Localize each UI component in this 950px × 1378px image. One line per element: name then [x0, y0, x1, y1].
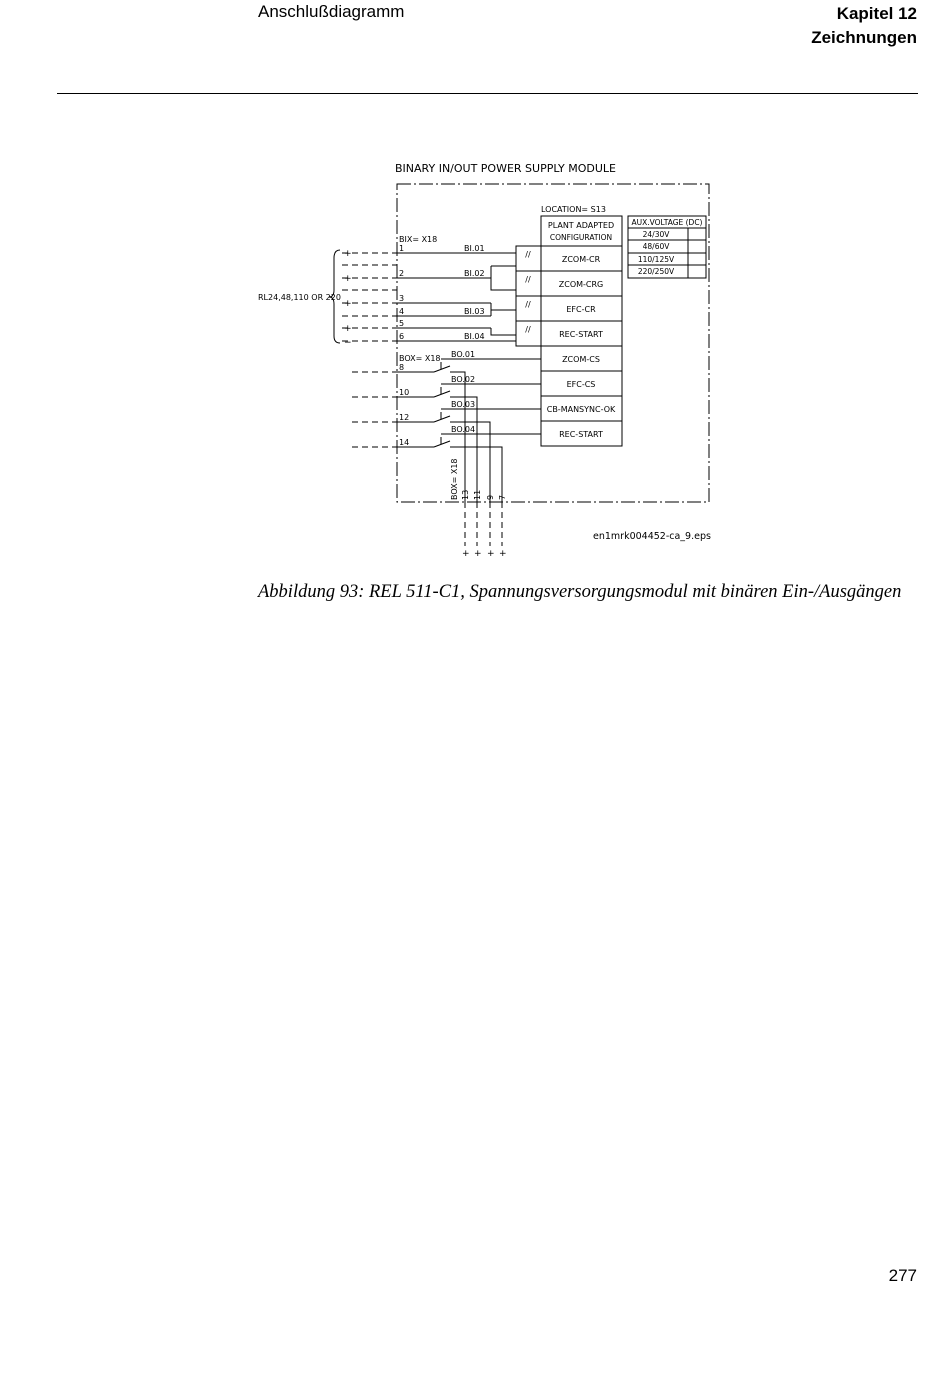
aux-voltage-value: 220/250V: [637, 267, 675, 276]
bo-terminal: 14: [399, 438, 410, 447]
bo-terminal: 12: [399, 413, 410, 422]
aux-voltage-value: 110/125V: [637, 255, 675, 264]
plus-sign: +: [487, 549, 495, 559]
page-number: 277: [888, 1266, 917, 1285]
function-cb-mansync-ok: CB-MANSYNC-OK: [546, 405, 616, 414]
function-zcom-cs: ZCOM-CS: [562, 355, 600, 364]
filter-mark: //: [525, 250, 531, 259]
plus-sign: +: [474, 549, 482, 559]
bix-label: BIX= X18: [399, 235, 438, 244]
bi-terminal: 5: [399, 319, 405, 328]
header-section-title: Anschlußdiagramm: [258, 2, 405, 21]
function-blocks: [541, 246, 622, 446]
chapter-section: Zeichnungen: [811, 28, 917, 47]
bo-name: BO.02: [451, 375, 476, 384]
plant-config-line2: CONFIGURATION: [549, 233, 613, 242]
bottom-terminal: 13: [461, 489, 470, 500]
bi-name: BI.01: [464, 244, 485, 253]
rl-supply-label: RL24,48,110 OR 220: [258, 293, 341, 302]
plus-sign: +: [344, 249, 352, 259]
bo-name: BO.03: [451, 400, 476, 409]
bi-terminal: 1: [399, 244, 405, 253]
function-efc-cr: EFC-CR: [566, 305, 596, 314]
filter-mark: //: [525, 300, 531, 309]
bo-name: BO.04: [451, 425, 476, 434]
diagram-title: BINARY IN/OUT POWER SUPPLY MODULE: [395, 162, 616, 175]
plus-sign: +: [499, 549, 507, 559]
chapter-label: Kapitel 12: [836, 4, 917, 23]
aux-voltage-value: 48/60V: [642, 242, 670, 251]
bi-terminal: 4: [399, 307, 405, 316]
plus-sign: +: [344, 274, 352, 284]
filter-mark: //: [525, 325, 531, 334]
location-label: LOCATION= S13: [541, 205, 606, 214]
external-output-leads: [352, 372, 502, 546]
plant-config-line1: PLANT ADAPTED: [547, 221, 615, 230]
bottom-terminal: 7: [498, 494, 507, 500]
bo-terminal: 8: [399, 363, 405, 372]
figure-caption: Abbildung 93: REL 511-C1, Spannungsversorgungsmodul mit binären Ein-/Ausgängen: [258, 582, 902, 602]
box-label: BOX= X18: [399, 354, 441, 363]
bo-name: BO.01: [451, 350, 476, 359]
minus-sign: −: [344, 338, 352, 348]
aux-voltage-header: AUX.VOLTAGE (DC): [631, 218, 703, 227]
bi-name: BI.02: [464, 269, 485, 278]
function-rec-start-out: REC-START: [559, 430, 603, 439]
bi-terminal: 3: [399, 294, 405, 303]
bo-terminal: 10: [399, 388, 410, 397]
binary-input-wiring: [397, 253, 516, 341]
box-vertical-label: BOX= X18: [450, 458, 459, 500]
aux-voltage-value: 24/30V: [642, 230, 670, 239]
filter-mark: //: [525, 275, 531, 284]
function-zcom-crg: ZCOM-CRG: [558, 280, 604, 289]
bottom-terminal: 11: [473, 489, 482, 500]
function-rec-start-in: REC-START: [559, 330, 603, 339]
plus-sign: +: [344, 299, 352, 309]
bottom-terminal: 9: [486, 494, 495, 500]
function-efc-cs: EFC-CS: [566, 380, 596, 389]
plus-sign: +: [344, 324, 352, 334]
bi-terminal: 6: [399, 332, 405, 341]
bi-name: BI.03: [464, 307, 485, 316]
aux-voltage-table: [628, 216, 706, 278]
bi-terminal: 2: [399, 269, 405, 278]
bi-name: BI.04: [464, 332, 485, 341]
plus-sign: +: [462, 549, 470, 559]
file-reference: en1mrk004452-ca_9.eps: [593, 531, 711, 542]
function-zcom-cr: ZCOM-CR: [561, 255, 601, 264]
